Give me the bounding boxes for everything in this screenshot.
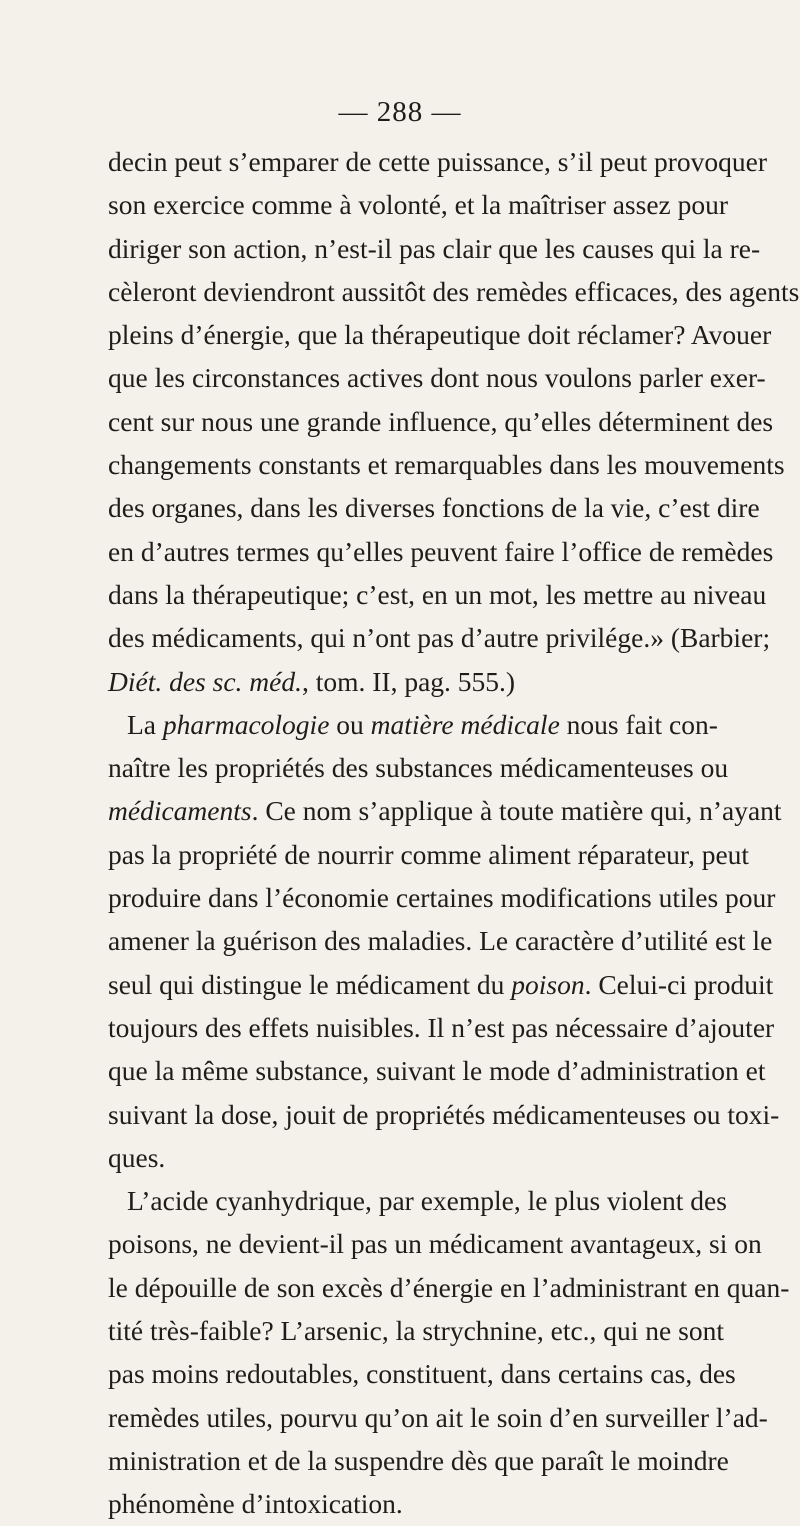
text-line	[108, 356, 766, 399]
italic-term: Diét. des sc. méd.	[108, 665, 302, 697]
text-segment: remèdes utiles, pourvu qu’on ait le soin d’en surveiller l’ad-	[108, 1401, 768, 1433]
text-line	[108, 746, 729, 789]
text-segment: que les circonstances actives dont nous voulons parler exer-	[108, 362, 766, 394]
text-segment: ou	[329, 708, 371, 740]
text-segment: La	[127, 708, 163, 740]
text-segment: naître les propriétés des substances médicamenteuses ou	[108, 752, 729, 784]
text-segment: nous fait con-	[559, 708, 718, 740]
text-line	[108, 1049, 766, 1092]
italic-term: matière médicale	[370, 708, 560, 740]
text-segment: des médicaments, qui n’ont pas d’autre privilége.» (Barbier;	[108, 622, 771, 654]
text-segment: son exercice comme à volonté, et la maîtriser assez pour	[108, 189, 729, 221]
text-line	[108, 1222, 762, 1265]
text-line	[108, 1396, 768, 1439]
text-line	[108, 573, 767, 616]
text-segment: des organes, dans les diverses fonctions de la vie, c’est dire	[108, 492, 760, 524]
text-line	[108, 530, 774, 573]
text-segment: cent sur nous une grande influence, qu’elles déterminent des	[108, 405, 774, 437]
text-line	[108, 1482, 710, 1525]
text-line	[108, 313, 772, 356]
text-line	[108, 486, 760, 529]
text-segment: produire dans l’économie certaines modifications utiles pour	[108, 882, 776, 914]
text-segment: le dépouille de son excès d’énergie en l’administrant en quan-	[108, 1271, 790, 1303]
text-segment: diriger son action, n’est-il pas clair que les causes qui la re-	[108, 232, 761, 264]
text-segment: tité très-faible? L’arsenic, la strychnine, etc., qui ne sont	[108, 1315, 724, 1347]
text-segment: pas la propriété de nourrir comme aliment réparateur, peut	[108, 838, 750, 870]
text-line	[108, 443, 785, 486]
text-line	[108, 270, 800, 313]
text-line	[108, 963, 774, 1006]
text-segment: changements constants et remarquables dans les mouvements	[108, 449, 785, 481]
text-line	[108, 789, 782, 832]
italic-term: poison	[511, 968, 585, 1000]
text-segment: pas moins redoutables, constituent, dans certains cas, des	[108, 1358, 736, 1390]
text-line	[108, 660, 710, 703]
body-text	[108, 140, 800, 1526]
text-line	[108, 400, 774, 443]
text-line	[108, 1266, 790, 1309]
text-line	[108, 703, 718, 746]
page-number: — 288 —	[338, 96, 462, 128]
text-segment: en d’autres termes qu’elles peuvent faire l’office de remèdes	[108, 535, 774, 567]
text-line	[108, 616, 771, 659]
text-segment: . Celui-ci produit	[584, 968, 774, 1000]
text-line	[108, 919, 773, 962]
text-segment: que la même substance, suivant le mode d’administration et	[108, 1055, 766, 1087]
text-segment: L’acide cyanhydrique, par exemple, le plus violent des	[127, 1185, 727, 1217]
text-line	[108, 1352, 736, 1395]
text-line	[108, 183, 729, 226]
text-line	[108, 1309, 724, 1352]
text-segment: . Ce nom s’applique à toute matière qui, n’ayant	[251, 795, 782, 827]
text-segment: seul qui distingue le médicament du	[108, 968, 512, 1000]
text-segment: ministration et de la suspendre dès que paraît le moindre	[108, 1444, 729, 1476]
italic-term: médicaments	[108, 795, 252, 827]
text-line	[108, 1093, 780, 1136]
text-segment: ques.	[108, 1141, 166, 1173]
text-line	[108, 1136, 710, 1179]
text-segment: decin peut s’emparer de cette puissance, s’il peut provoquer	[108, 146, 767, 177]
text-line	[108, 876, 776, 919]
italic-term: pharmacologie	[162, 708, 330, 740]
text-segment: suivant la dose, jouit de propriétés médicamenteuses ou toxi-	[108, 1098, 780, 1130]
text-line	[108, 1006, 775, 1049]
text-line	[108, 227, 761, 270]
text-segment: toujours des effets nuisibles. Il n’est pas nécessaire d’ajouter	[108, 1011, 775, 1043]
text-segment: dans la thérapeutique; c’est, en un mot, les mettre au niveau	[108, 578, 767, 610]
text-segment: pleins d’énergie, que la thérapeutique doit réclamer? Avouer	[108, 319, 772, 351]
text-line	[108, 833, 750, 876]
text-line	[108, 1439, 729, 1482]
text-segment: poisons, ne devient-il pas un médicament avantageux, si on	[108, 1228, 762, 1260]
text-segment: cèleront deviendront aussitôt des remèdes efficaces, des agents	[108, 275, 800, 307]
text-segment: phénomène d’intoxication.	[108, 1488, 403, 1520]
text-line	[108, 1179, 727, 1222]
text-line	[108, 140, 767, 183]
text-segment: , tom. II, pag. 555.)	[301, 665, 516, 697]
text-segment: amener la guérison des maladies. Le caractère d’utilité est le	[108, 925, 773, 957]
